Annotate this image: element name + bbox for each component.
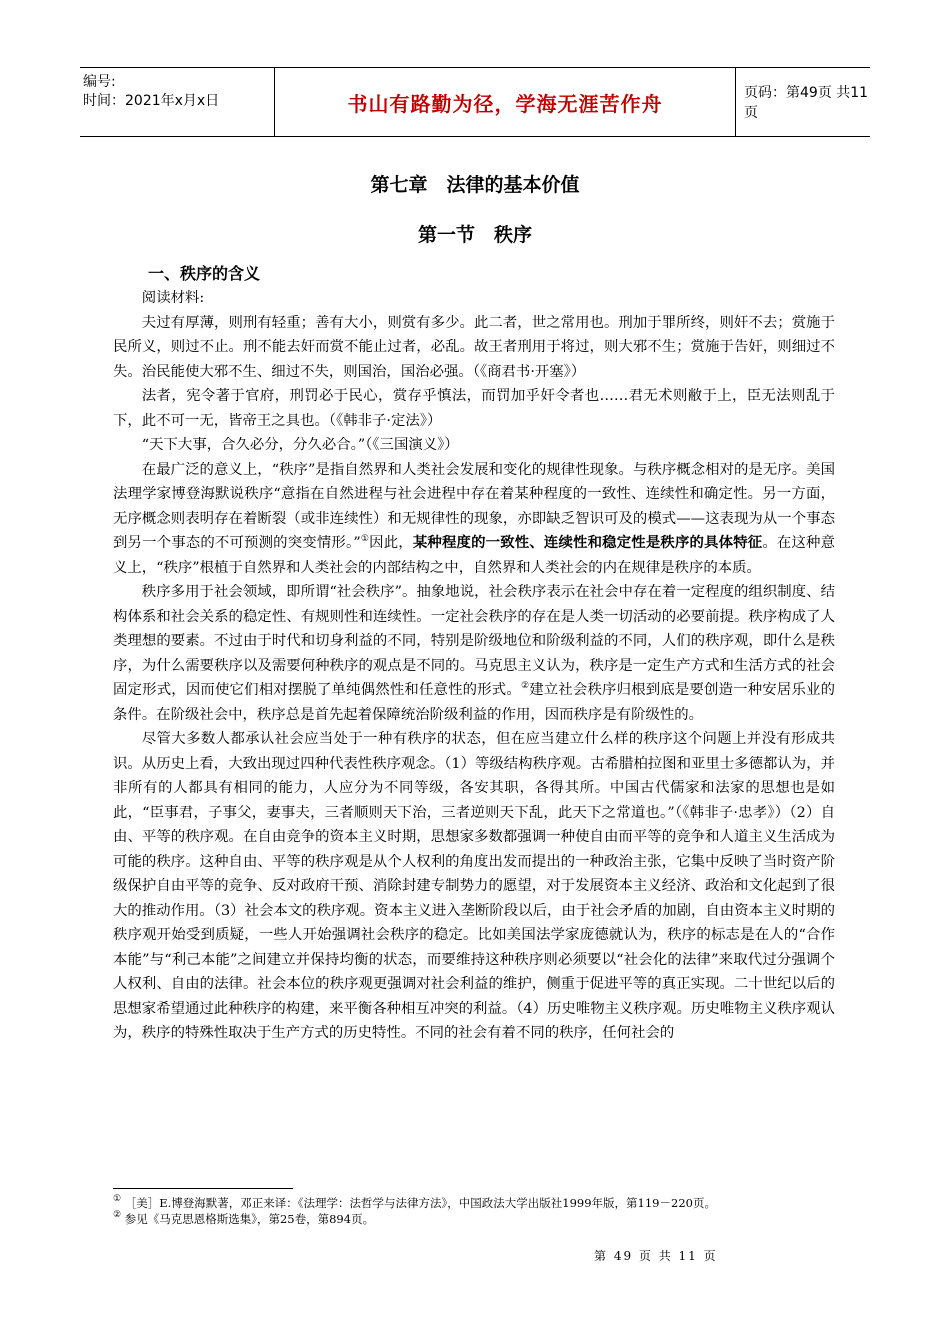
section-title: 第一节 秩序 [417,224,532,246]
paragraph-order-views: 尽管大多数人都承认社会应当处于一种有秩序的状态，但在应当建立什么样的秩序这个问题上并没有形成共识。从历史上看，大致出现过四种代表性秩序观念。（1）等级结构秩序观。古希腊柏拉图和亚里士多德都认为，并非所有的人都具有相同的能力，人应分为不同等级，各安其职，各得其所。中国古代儒家和法家的思想也是如此，“臣事君，子事父，妻事夫，三者顺则天下治，三者逆则天下乱，此天下之常道也。”（《韩非子·忠孝》）（2）自由、平等的秩序观。在自由竞争的资本主义时期，思想家多数都强调一种使自由而平等的竞争和人道主义生活成为可能的秩序。这种自由、平等的秩序观是从个人权利的角度出发而提出的一种政治主张，它集中反映了当时资产阶级保护自由平等的竞争、反对政府干预、消除封建专制势力的愿望，对于发展资本主义经济、政治和文化起到了很大的推动作用。（3）社会本文的秩序观。资本主义进入垄断阶段以后，由于社会矛盾的加剧，自由资本主义时期的秩序观开始受到质疑，一些人开始强调社会秩序的稳定。比如美国法学家庞德就认为，秩序的标志是在人的“合作本能”与“利己本能”之间建立并保持均衡的状态，而要维持这种秩序则必须要以“社会化的法律”来取代过分强调个人权利、自由的法律。社会本位的秩序观更强调对社会利益的维护，侧重于促进平等的真正实现。二十世纪以后的思想家希望通过此种秩序的构建，来平衡各种相互冲突的利益。（4）历史唯物主义秩序观。历史唯物主义秩序观认为，秩序的特殊性取决于生产方式的历史特性。不同的社会有着不同的秩序，任何社会的 [113,731,835,1041]
footnotes [113,1195,835,1227]
time-label: 时间：2021年x月x日 [83,93,220,109]
page-footer: 第 49 页 共 11 页 [594,1249,718,1263]
paragraph-social-order [113,580,835,727]
footnote-1-text: ［美］E.博登海默著，邓正来译：《法理学：法哲学与法律方法》，中国政法大学出版社1999年版，第119－220页。 [124,1196,716,1210]
header-meta [80,68,275,136]
footnote-ref-2[interactable]: ② [520,681,530,691]
paragraph-definition-c: 。在这种意义上，“秩序”根植于自然界和人类社会的内部结构之中，自然界和人类社会的内在规律是秩序的本质。 [113,535,835,576]
subsection-title: 一、秩序的含义 [148,264,261,283]
header-page-label: 页码：第49页 共11页 [744,85,869,121]
paragraph-quote-shangjun: 夫过有厚薄，则刑有轻重；善有大小，则赏有多少。此二者，世之常用也。刑加于罪所终，则奸不去；赏施于民所义，则过不止。刑不能去奸而赏不能止过者，必乱。故王者刑用于将过，则大邪不生；赏施于告奸，则细过不失。治民能使大邪不生、细过不失，则国治，国治必强。（《商君书·开塞》） [113,314,835,380]
chapter-title: 第七章 法律的基本价值 [370,174,580,196]
paragraph-quote-hanfeizi: 法者，宪令著于官府，刑罚必于民心，赏存乎慎法，而罚加乎奸令者也……君无术则敝于上，臣无法则乱于下，此不可一无，皆帝王之具也。（《韩非子·定法》） [113,388,835,429]
paragraph-definition-b: 因此， [369,535,413,551]
footnote-2-mark: ② [113,1210,122,1220]
footnote-1 [113,1195,835,1211]
paragraph-reading-label: 阅读材料: [141,290,205,306]
footnote-2 [113,1211,835,1227]
footnote-ref-1[interactable]: ① [360,534,370,544]
footnote-divider [113,1188,293,1189]
document-header [80,67,870,137]
header-motto: 书山有路勤为径，学海无涯苦作舟 [275,68,736,136]
footnote-1-mark: ① [113,1194,122,1204]
footnote-2-text: 参见《马克思恩格斯选集》，第25卷，第894页。 [124,1212,375,1226]
paragraph-quote-sanguo: “天下大事，合久必分，分久必合。”（《三国演义》） [141,437,459,453]
body-text [113,286,835,1046]
number-label: 编号: [83,74,116,90]
paragraph-social-order-a: 秩序多用于社会领域，即所谓“社会秩序”。抽象地说，社会秩序表示在社会中存在着一定程度的组织制度、结构体系和社会关系的稳定性、有规则性和连续性。一定社会秩序的存在是人类一切活动的必要前提。秩序构成了人类理想的要素。不过由于时代和切身利益的不同，特别是阶级地位和阶级利益的不同，人们的秩序观，即什么是秩序，为什么需要秩序以及需要何种秩序的观点是不同的。马克思主义认为，秩序是一定生产方式和生活方式的社会固定形式，因而使它们相对摆脱了单纯偶然性和任意性的形式。 [113,584,835,698]
paragraph-definition [113,458,835,581]
paragraph-social-order-b: 建立社会秩序归根到底是要创造一种安居乐业的条件。在阶级社会中，秩序总是首先起着保障统治阶级利益的作用，因而秩序是有阶级性的。 [113,682,835,723]
paragraph-definition-bold: 某种程度的一致性、连续性和稳定性是秩序的具体特征 [412,534,763,551]
paragraph-definition-a: 在最广泛的意义上，“秩序”是指自然界和人类社会发展和变化的规律性现象。与秩序概念相对的是无序。美国法理学家博登海默说秩序“意指在自然进程与社会进程中存在着某种程度的一致性、连续性和确定性。另一方面，无序概念则表明存在着断裂（或非连续性）和无规律性的现象，亦即缺乏智识可及的模式——这表现为从一个事态到另一个事态的不可预测的突变情形。” [113,461,835,551]
